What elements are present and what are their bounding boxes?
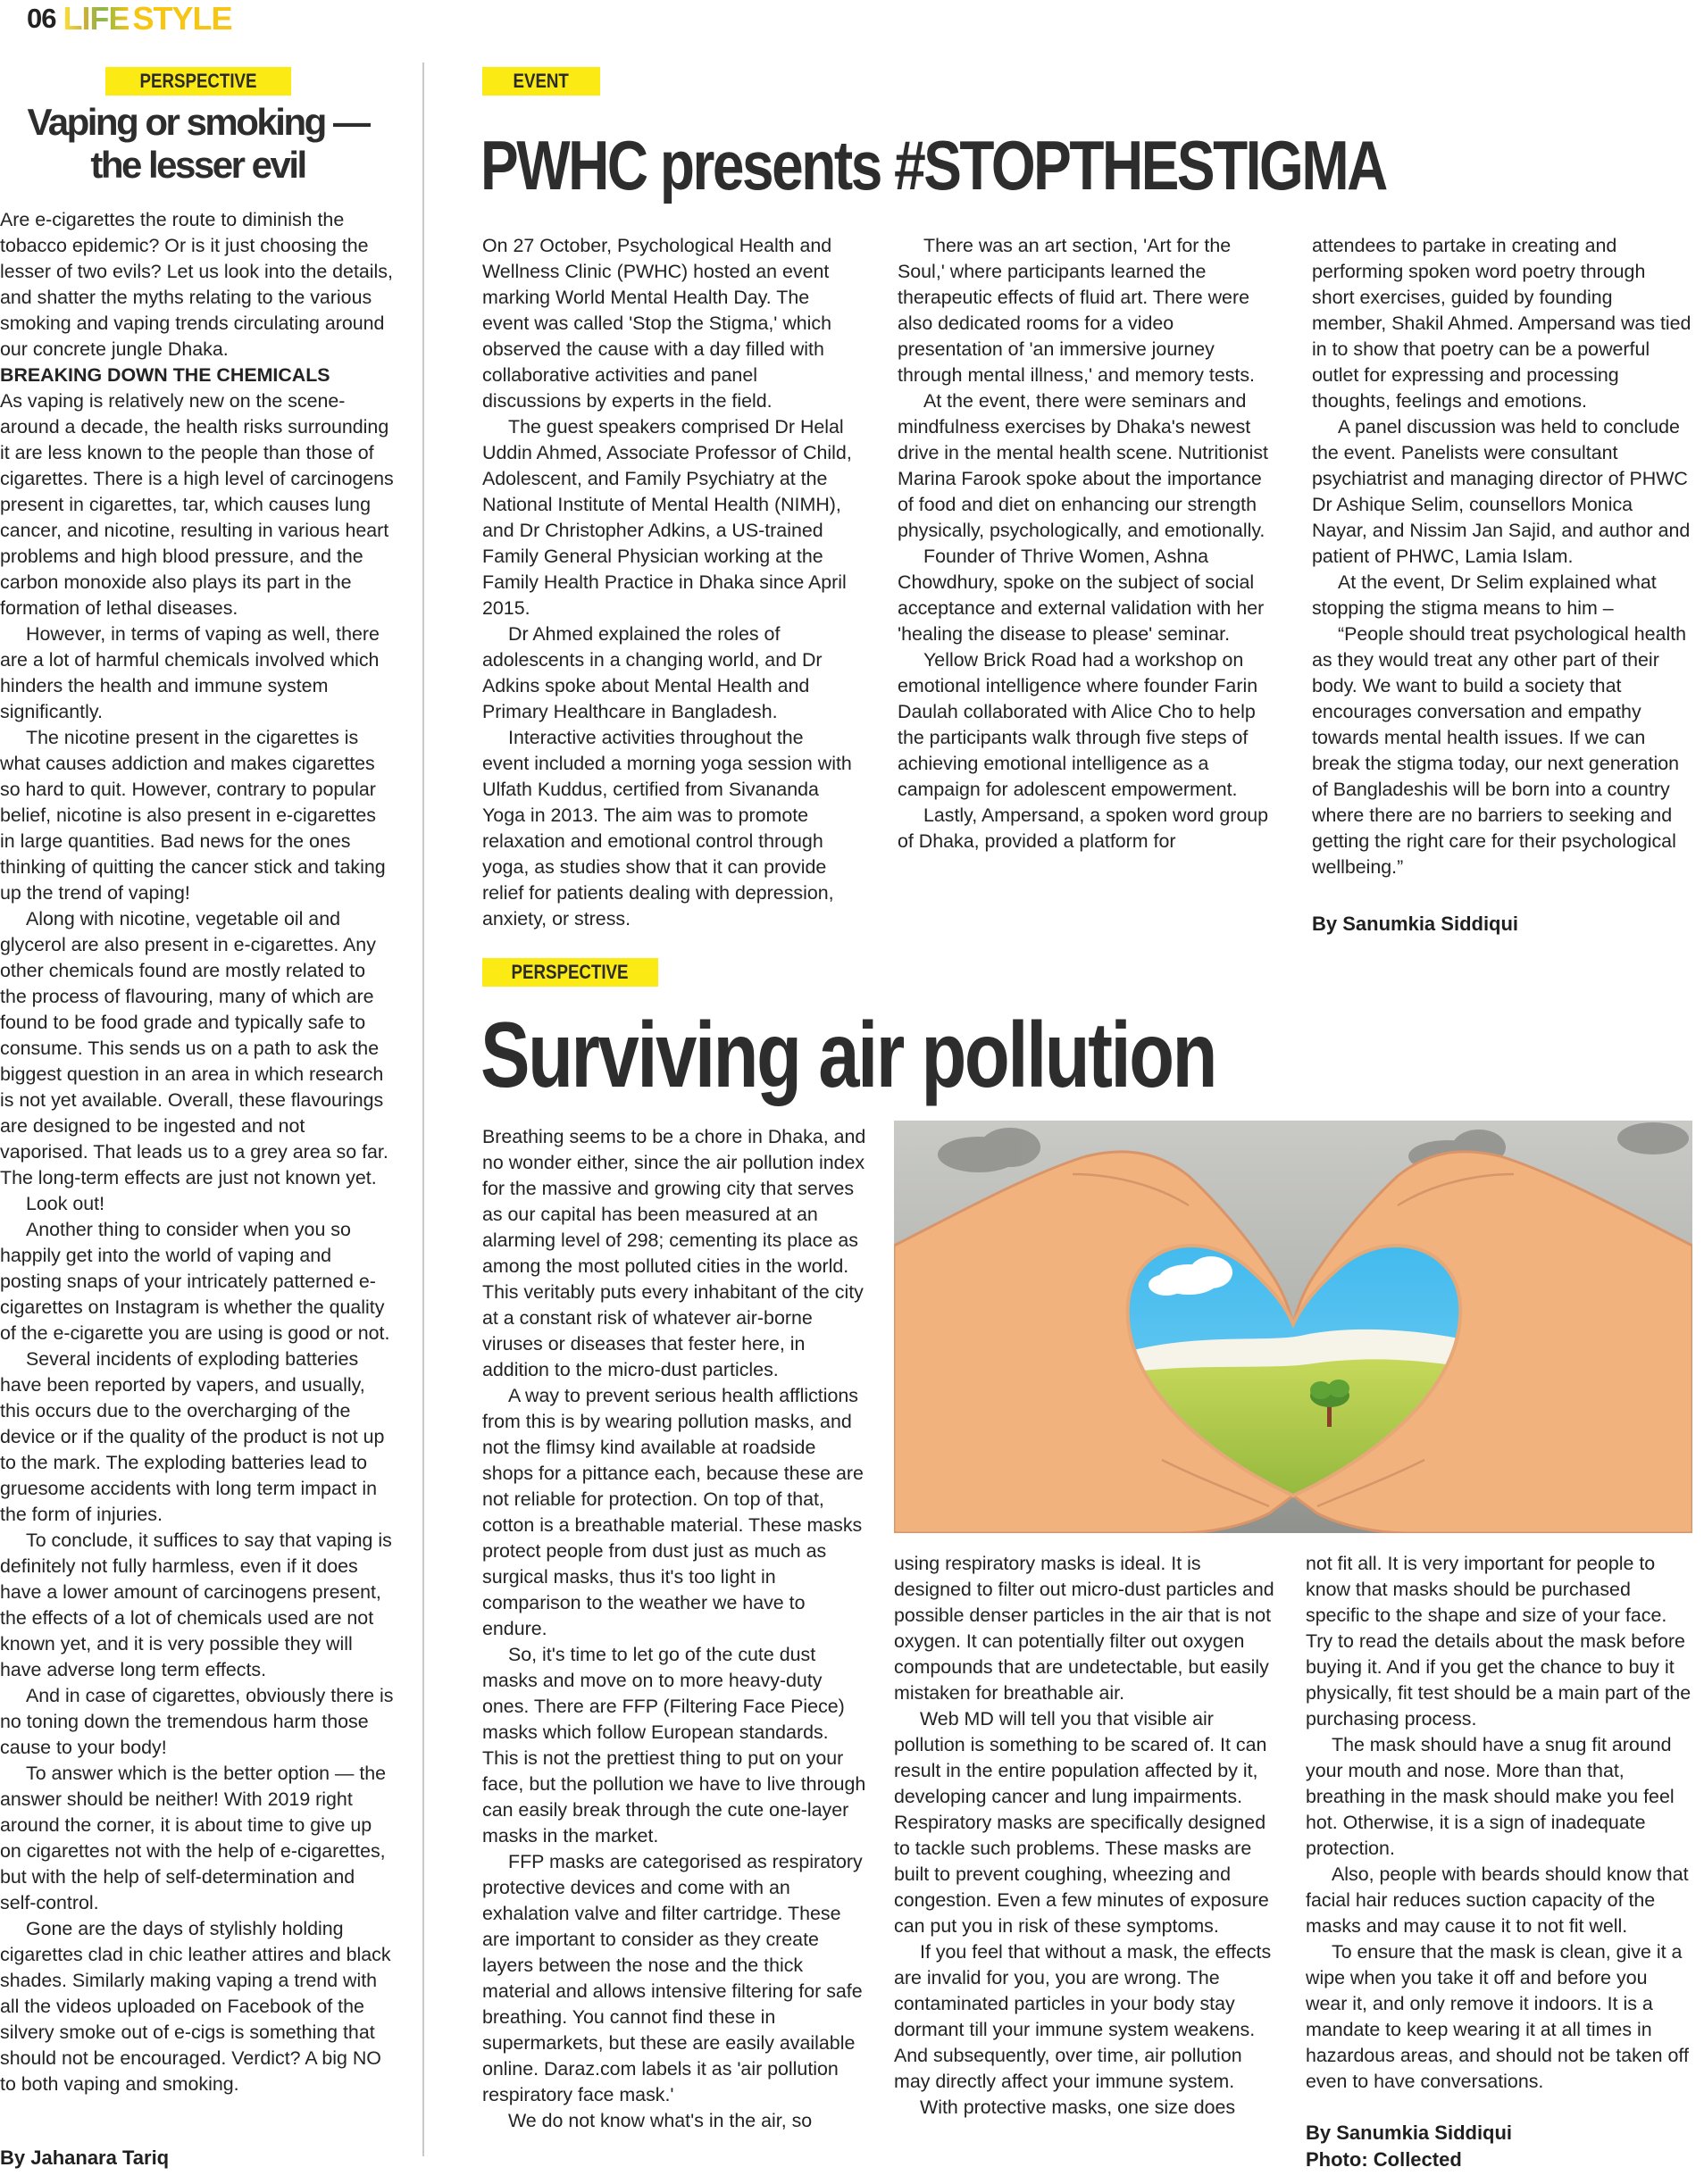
paragraph: Yellow Brick Road had a workshop on emotional intelligence where founder Farin Daulah collaborated with Alice Cho to help the participants walk through five steps of achieving emotional intelligence as a campaign for adolescent empowerment. — [898, 649, 1258, 800]
paragraph: The nicotine present in the cigarettes is what causes addiction and makes cigarettes so hard to quit. However, contrary to popular belief, nicotine is also present in e-cigarettes in large quantities. Bad news for the ones thinking of quitting the cancer stick and taking up the trend of vaping! — [0, 727, 386, 904]
pwhc-headline: PWHC presents #STOPTHESTIGMA — [480, 126, 1386, 204]
paragraph: With protective masks, one size does — [920, 2096, 1236, 2118]
paragraph: The guest speakers comprised Dr Helal Uddin Ahmed, Associate Professor of Child, Adolescent, and Family Psychiatry at the National Institute of Mental Health (NIMH), and Dr Christopher Adkins, a US-trained Family General Physician working at the Family Health Practice in Dhaka since April 2015. — [482, 416, 852, 619]
paragraph: However, in terms of vaping as well, there are a lot of harmful chemicals involved which hinders the health and immune system significantly. — [0, 623, 380, 722]
air-column-1 — [482, 1124, 868, 2134]
section-name-style: STYLE — [132, 0, 232, 37]
section-name-life: LIFE — [63, 0, 129, 37]
paragraph: Look out! — [26, 1193, 105, 1214]
paragraph: To answer which is the better option — the answer should be neither! With 2019 right around the corner, it is about time to give up on cigarettes not with the help of e-cigarettes, but with the help of self-determination and self-control. — [0, 1763, 387, 1913]
paragraph: At the event, Dr Selim explained what stopping the stigma means to him – — [1312, 571, 1657, 619]
vaping-section-tag: PERSPECTIVE — [105, 67, 291, 96]
paragraph: Along with nicotine, vegetable oil and glycerol are also present in e-cigarettes. Any other chemicals found are mostly related to the process of flavouring, many of which are found to be food grade and typically safe to consume. This sends us on a path to ask the biggest question in an area in which research is not yet available. Overall, these flavourings are designed to be ingested and not vaporised. That leads us to a grey area so far. The long-term effects are just not known yet. — [0, 908, 388, 1188]
paragraph: There was an art section, 'Art for the Soul,' where participants learned the therapeutic effects of fluid art. There were also dedicated rooms for a video presentation of 'an immersive journey through mental illness,' and memory tests. — [898, 235, 1255, 386]
subheading: BREAKING DOWN THE CHEMICALS — [0, 364, 330, 386]
paragraph: On 27 October, Psychological Health and Wellness Clinic (PWHC) hosted an event marking World Mental Health Day. The event was called 'Stop the Stigma,' which observed the cause with a day filled with collaborative activities and panel discussions by experts in the field. — [482, 235, 832, 412]
paragraph: And in case of cigarettes, obviously there is no toning down the tremendous harm those cause to your body! — [0, 1685, 394, 1758]
photo-credit: Photo: Collected — [1306, 2148, 1462, 2171]
paragraph: Founder of Thrive Women, Ashna Chowdhury, spoke on the subject of social acceptance and external validation with her 'healing the disease to please' seminar. — [898, 546, 1265, 645]
paragraph: So, it's time to let go of the cute dust masks and move on to more heavy-duty ones. There are FFP (Filtering Face Piece) masks which follow European standards. This is not the prettiest thing to put on your face, but the pollution we have to live through can easily break through the cute one-layer masks in the market. — [482, 1644, 866, 1846]
column-divider — [422, 63, 424, 2156]
page-number: 06 — [27, 3, 56, 34]
paragraph: Are e-cigarettes the route to diminish the tobacco epidemic? Or is it just choosing the lesser of two evils? Let us look into the details, and shatter the myths relating to the various smoking and vaping trends circulating around our concrete jungle Dhaka. — [0, 209, 393, 360]
paragraph: We do not know what's in the air, so — [508, 2110, 813, 2131]
air-headline: Surviving air pollution — [480, 1004, 1216, 1107]
pwhc-column-1 — [482, 233, 854, 932]
paragraph: Dr Ahmed explained the roles of adolescents in a changing world, and Dr Adkins spoke about Mental Health and Primary Healthcare in Bangladesh. — [482, 623, 823, 722]
pwhc-column-2 — [898, 233, 1273, 854]
pwhc-column-3 — [1312, 233, 1691, 880]
paragraph: To ensure that the mask is clean, give it a wipe when you take it off and before you wear it, and only remove it indoors. It is a mandate to keep wearing it at all times in hazardous areas, and should not be taken off even to have conversations. — [1306, 1941, 1689, 2092]
paragraph: Also, people with beards should know that facial hair reduces suction capacity of the masks and may cause it to not fit well. — [1306, 1863, 1689, 1937]
paragraph: Several incidents of exploding batteries have been reported by vapers, and usually, this occurs due to the overcharging of the device or if the quality of the product is not up to the mark. The exploding batteries lead to gruesome accidents with long term impact in the form of injuries. — [0, 1348, 385, 1525]
air-column-2 — [894, 1551, 1280, 2121]
event-section-tag: EVENT — [482, 67, 600, 96]
pwhc-byline: By Sanumkia Siddiqui — [1312, 913, 1519, 935]
paragraph: If you feel that without a mask, the effects are invalid for you, you are wrong. The contaminated particles in your body stay dormant till your immune system weakens. And subsequently, over time, air pollution may directly affect your immune system. — [894, 1941, 1272, 2092]
paragraph: FFP masks are categorised as respiratory protective devices and come with an exhalation valve and filter cartridge. These are important to consider as they create layers between the nose and the thick material and allows intensive filtering for safe breathing. You cannot find these in supermarkets, but these are easily available online. Daraz.com labels it as 'air pollution respiratory face mask.' — [482, 1851, 863, 2105]
vaping-body — [0, 207, 395, 2097]
paragraph: A panel discussion was held to conclude the event. Panelists were consultant psychiatrist and managing director of PHWC Dr Ashique Selim, counsellors Monica Nayar, and Nissim Jan Sajid, and author and patient of PHWC, Lamia Islam. — [1312, 416, 1691, 567]
air-column-3 — [1306, 1551, 1691, 2095]
paragraph: “People should treat psychological health as they would treat any other part of their body. We want to build a society that encourages conversation and empathy towards mental health issues. If we can break the stigma today, our next generation of Bangladeshis will be born into a country where there are no barriers to seeking and getting the right care for their psychological wellbeing.” — [1312, 623, 1687, 878]
vaping-byline: By Jahanara Tariq — [0, 2146, 170, 2169]
paragraph: Another thing to consider when you so happily get into the world of vaping and posting snaps of your intricately patterned e-cigarettes on Instagram is whether the quality of the e-cigarette you are using is good or not. — [0, 1219, 390, 1344]
paragraph: A way to prevent serious health afflictions from this is by wearing pollution masks, and not the flimsy kind available at roadside shops for a pittance each, because these are not reliable for protection. On top of that, cotton is a breathable material. These masks protect people from dust just as much as surgical masks, thus it's too light in comparison to the weather we have to endure. — [482, 1385, 864, 1639]
paragraph: attendees to partake in creating and performing spoken word poetry through short exercises, guided by founding member, Shakil Ahmed. Ampersand was tied in to show that poetry can be a powerful outlet for expressing and processing thoughts, feelings and emotions. — [1312, 235, 1691, 412]
paragraph: The mask should have a snug fit around your mouth and nose. More than that, breathing in the mask should make you feel hot. Otherwise, it is a sign of inadequate protection. — [1306, 1734, 1675, 1859]
paragraph: Lastly, Ampersand, a spoken word group of Dhaka, provided a platform for — [898, 804, 1269, 852]
paragraph: using respiratory masks is ideal. It is designed to filter out micro-dust particles and possible denser particles in the air that is not oxygen. It can potentially filter out oxygen compounds that are undetectable, but easily mistaken for breathable air. — [894, 1553, 1274, 1704]
paragraph: As vaping is relatively new on the scene-around a decade, the health risks surrounding it are less known to the people than those of cigarettes. There is a high level of carcinogens present in cigarettes, tar, which causes lung cancer, and nicotine, resulting in various heart problems and high blood pressure, and the carbon monoxide also plays its part in the formation of lethal diseases. — [0, 390, 394, 619]
paragraph: Gone are the days of stylishly holding cigarettes clad in chic leather attires and black shades. Similarly making vaping a trend with all the videos uploaded on Facebook of the silvery smoke out of e-cigs is something that should not be encouraged. Verdict? A big NO to both vaping and smoking. — [0, 1918, 391, 2095]
paragraph: To conclude, it suffices to say that vaping is definitely not fully harmless, even if it does have a lower amount of carcinogens present, the effects of a lot of chemicals used are not known yet, and it is very possible they will have adverse long term effects. — [0, 1530, 392, 1680]
paragraph: not fit all. It is very important for people to know that masks should be purchased specific to the shape and size of your face. Try to read the details about the mask before buying it. And if you get the chance to buy it physically, fit test should be a main part of the purchasing process. — [1306, 1553, 1691, 1730]
vaping-headline: Vaping or smoking — the lesser evil — [27, 101, 369, 186]
masthead — [27, 0, 232, 37]
air-byline: By Sanumkia Siddiqui Photo: Collected — [1306, 2120, 1512, 2173]
heart-hands-illustration — [894, 1121, 1692, 1533]
paragraph: Breathing seems to be a chore in Dhaka, and no wonder either, since the air pollution index for the massive and growing city that serves as our capital has been measured at an alarming level of 298; cementing its place as among the most polluted cities in the world. This veritably puts every inhabitant of the city at a constant risk of whatever air-borne viruses or diseases that fester here, in addition to the micro-dust particles. — [482, 1126, 866, 1380]
air-section-tag: PERSPECTIVE — [482, 958, 658, 987]
paragraph: Interactive activities throughout the event included a morning yoga session with Ulfath Kuddus, certified from Sivananda Yoga in 2013. The aim was to promote relaxation and emotional control through yoga, as studies show that it can provide relief for patients dealing with depression, anxiety, or stress. — [482, 727, 852, 929]
paragraph: At the event, there were seminars and mindfulness exercises by Dhaka's newest drive in the mental health scene. Nutritionist Marina Farook spoke about the importance of food and diet on enhancing our strength physically, psychologically, and emotionally. — [898, 390, 1268, 541]
paragraph: Web MD will tell you that visible air pollution is something to be scared of. It can result in the entire population affected by it, developing cancer and lung impairments. Respiratory masks are specifically designed to tackle such problems. These masks are built to prevent coughing, wheezing and congestion. Even a few minutes of exposure can put you in risk of these symptoms. — [894, 1708, 1269, 1937]
